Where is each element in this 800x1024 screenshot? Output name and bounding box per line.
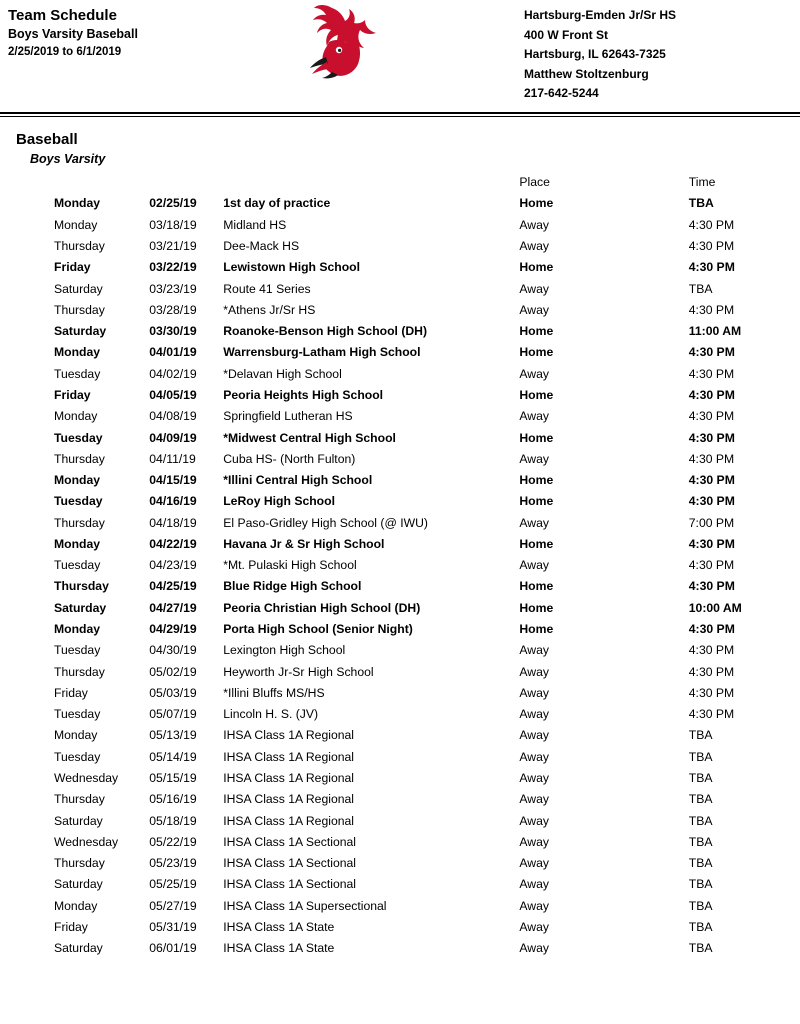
cell-date: 04/23/19 — [149, 558, 197, 573]
cell-date: 03/21/19 — [149, 238, 197, 253]
table-row — [0, 874, 800, 895]
cell-date: 05/13/19 — [149, 728, 197, 743]
cell-day: Thursday — [54, 792, 105, 807]
schedule-table — [0, 172, 800, 959]
cell-day: Tuesday — [54, 643, 101, 658]
cell-date: 04/08/19 — [149, 409, 197, 424]
table-row — [0, 385, 800, 406]
cell-place: Away — [519, 834, 549, 849]
cell-date: 04/01/19 — [149, 345, 197, 360]
sport-title: Baseball — [16, 131, 78, 148]
cell-place: Away — [519, 707, 549, 722]
school-address: 400 W Front St — [524, 27, 609, 42]
cell-event: LeRoy High School — [223, 494, 335, 509]
cell-day: Tuesday — [54, 707, 101, 722]
cell-event: IHSA Class 1A Sectional — [223, 834, 357, 849]
cell-event: IHSA Class 1A Regional — [223, 792, 354, 807]
cell-day: Saturday — [54, 941, 103, 956]
school-name: Hartsburg-Emden Jr/Sr HS — [524, 8, 677, 22]
cell-event: *Illini Bluffs MS/HS — [223, 685, 325, 700]
table-row — [0, 257, 800, 278]
cell-day: Thursday — [54, 515, 105, 530]
schedule-table-body — [0, 193, 800, 959]
cell-date: 05/25/19 — [149, 877, 197, 892]
cell-place: Away — [519, 856, 549, 871]
cell-event: IHSA Class 1A Supersectional — [223, 898, 387, 913]
cell-time: 4:30 PM — [688, 409, 735, 424]
cell-event: IHSA Class 1A Regional — [223, 813, 354, 828]
cell-place: Away — [519, 898, 549, 913]
cell-event: Heyworth Jr-Sr High School — [223, 664, 374, 679]
table-row — [0, 896, 800, 917]
cell-time: 4:30 PM — [688, 260, 735, 275]
cell-time: TBA — [688, 941, 713, 956]
table-row — [0, 938, 800, 959]
cell-date: 04/29/19 — [149, 622, 197, 637]
cell-time: 4:30 PM — [688, 707, 735, 722]
cell-time: 4:30 PM — [688, 302, 735, 317]
school-city-state-zip: Hartsburg, IL 62643-7325 — [524, 47, 666, 61]
table-row — [0, 342, 800, 363]
cell-event: *Illini Central High School — [223, 473, 373, 488]
cell-event: Springfield Lutheran HS — [223, 409, 353, 424]
cell-day: Tuesday — [54, 494, 103, 509]
red-hawk-mascot-logo — [296, 2, 386, 80]
column-header-date — [149, 172, 223, 193]
table-row — [0, 576, 800, 597]
cell-date: 03/22/19 — [149, 260, 197, 275]
cell-date: 05/18/19 — [149, 813, 197, 828]
cell-place: Away — [519, 238, 549, 253]
table-row — [0, 470, 800, 491]
cell-event: Warrensburg-Latham High School — [223, 345, 421, 360]
cell-place: Away — [519, 409, 549, 424]
cell-time: 4:30 PM — [688, 238, 735, 253]
cell-time: 4:30 PM — [688, 217, 735, 232]
cell-day: Friday — [54, 387, 91, 402]
cell-date: 04/15/19 — [149, 473, 197, 488]
cell-time: TBA — [688, 728, 713, 743]
cell-date: 03/23/19 — [149, 281, 197, 296]
cell-day: Monday — [54, 622, 101, 637]
cell-event: Lexington High School — [223, 643, 346, 658]
table-row — [0, 321, 800, 342]
cell-place: Away — [519, 515, 549, 530]
cell-day: Monday — [54, 345, 101, 360]
cell-date: 05/16/19 — [149, 792, 197, 807]
cell-time: 4:30 PM — [688, 685, 735, 700]
table-row — [0, 449, 800, 470]
cell-day: Friday — [54, 919, 88, 934]
table-row — [0, 683, 800, 704]
cell-place: Away — [519, 771, 549, 786]
cell-event: IHSA Class 1A Regional — [223, 728, 354, 743]
cell-time: TBA — [688, 834, 713, 849]
cell-date: 05/14/19 — [149, 749, 197, 764]
cell-place: Home — [519, 536, 554, 551]
cell-time: 4:30 PM — [688, 622, 735, 637]
cell-event: IHSA Class 1A Sectional — [223, 856, 357, 871]
table-row — [0, 853, 800, 874]
date-range: 2/25/2019 to 6/1/2019 — [8, 46, 122, 58]
cell-time: 4:30 PM — [688, 345, 735, 360]
cell-place: Away — [519, 941, 549, 956]
table-row — [0, 513, 800, 534]
cell-date: 05/23/19 — [149, 856, 197, 871]
table-row — [0, 364, 800, 385]
cell-date: 03/30/19 — [149, 324, 197, 339]
cell-place: Away — [519, 643, 549, 658]
cell-place: Away — [519, 749, 549, 764]
cell-event: Dee-Mack HS — [223, 238, 300, 253]
page-header — [0, 0, 800, 120]
cell-place: Away — [519, 281, 549, 296]
cell-event: El Paso-Gridley High School (@ IWU) — [223, 515, 428, 530]
cell-place: Away — [519, 685, 549, 700]
cell-day: Thursday — [54, 451, 105, 466]
header-left-block — [8, 6, 288, 61]
cell-place: Home — [519, 622, 554, 637]
cell-place: Home — [519, 473, 554, 488]
cell-event: Lewistown High School — [223, 260, 361, 275]
table-row — [0, 491, 800, 512]
cell-place: Away — [519, 664, 549, 679]
cell-place: Away — [519, 366, 549, 381]
table-row — [0, 832, 800, 853]
cell-place: Home — [519, 579, 554, 594]
cell-time: TBA — [688, 196, 714, 211]
cell-date: 03/28/19 — [149, 302, 197, 317]
cell-event: *Delavan High School — [223, 366, 342, 381]
cell-day: Thursday — [54, 238, 105, 253]
cell-day: Monday — [54, 409, 98, 424]
table-row — [0, 640, 800, 661]
cell-event: *Midwest Central High School — [223, 430, 396, 445]
cell-day: Monday — [54, 473, 101, 488]
cell-event: Roanoke-Benson High School (DH) — [223, 324, 428, 339]
cell-place: Away — [519, 217, 549, 232]
cell-time: 4:30 PM — [688, 366, 735, 381]
cell-date: 04/09/19 — [149, 430, 197, 445]
cell-time: TBA — [688, 919, 713, 934]
cell-time: 4:30 PM — [688, 473, 735, 488]
cell-time: 4:30 PM — [688, 430, 735, 445]
table-row — [0, 768, 800, 789]
table-row — [0, 406, 800, 427]
cell-place: Home — [519, 430, 554, 445]
cell-event: Peoria Christian High School (DH) — [223, 600, 421, 615]
cell-time: 4:30 PM — [688, 494, 735, 509]
cell-event: 1st day of practice — [223, 196, 331, 211]
contact-phone: 217-642-5244 — [524, 86, 599, 100]
cell-time: 10:00 AM — [688, 600, 742, 615]
cell-day: Wednesday — [54, 771, 119, 786]
cell-event: IHSA Class 1A Regional — [223, 771, 354, 786]
cell-date: 04/27/19 — [149, 600, 197, 615]
header-school-block — [524, 6, 794, 104]
table-row — [0, 427, 800, 448]
cell-time: TBA — [688, 749, 713, 764]
cell-time: 4:30 PM — [688, 558, 735, 573]
column-header-place: Place — [519, 175, 550, 190]
cell-time: 4:30 PM — [688, 536, 735, 551]
cell-event: Lincoln H. S. (JV) — [223, 707, 319, 722]
cell-place: Home — [519, 196, 554, 211]
cell-day: Monday — [54, 536, 101, 551]
cell-date: 05/27/19 — [149, 898, 197, 913]
cell-day: Monday — [54, 898, 98, 913]
cell-event: Porta High School (Senior Night) — [223, 622, 413, 637]
cell-event: *Mt. Pulaski High School — [223, 558, 357, 573]
cell-day: Saturday — [54, 813, 103, 828]
page-title: Team Schedule — [8, 7, 117, 24]
cell-day: Thursday — [54, 856, 105, 871]
cell-day: Thursday — [54, 579, 109, 594]
table-row — [0, 810, 800, 831]
cell-event: *Athens Jr/Sr HS — [223, 302, 316, 317]
cell-time: TBA — [688, 281, 713, 296]
table-row — [0, 704, 800, 725]
cell-place: Home — [519, 600, 554, 615]
cell-time: TBA — [688, 792, 713, 807]
cell-time: TBA — [688, 877, 713, 892]
cell-day: Tuesday — [54, 558, 101, 573]
cell-date: 04/22/19 — [149, 536, 197, 551]
cell-place: Away — [519, 792, 549, 807]
table-row — [0, 661, 800, 682]
cell-date: 04/30/19 — [149, 643, 197, 658]
schedule-table-header — [0, 172, 800, 193]
table-row — [0, 215, 800, 236]
column-header-day — [0, 172, 149, 193]
table-row — [0, 193, 800, 214]
cell-date: 06/01/19 — [149, 941, 197, 956]
cell-event: IHSA Class 1A State — [223, 941, 335, 956]
cell-day: Friday — [54, 685, 88, 700]
contact-name: Matthew Stoltzenburg — [524, 66, 649, 81]
cell-date: 04/18/19 — [149, 515, 197, 530]
cell-day: Thursday — [54, 302, 105, 317]
cell-event: IHSA Class 1A Regional — [223, 749, 354, 764]
cell-day: Tuesday — [54, 749, 101, 764]
cell-date: 05/02/19 — [149, 664, 197, 679]
table-header-row — [0, 172, 800, 193]
cell-place: Away — [519, 302, 549, 317]
cell-date: 03/18/19 — [149, 217, 197, 232]
cell-day: Monday — [54, 728, 98, 743]
table-row — [0, 917, 800, 938]
cell-time: 11:00 AM — [688, 324, 742, 339]
cell-date: 05/03/19 — [149, 685, 197, 700]
cell-place: Away — [519, 728, 549, 743]
cell-place: Home — [519, 324, 554, 339]
cell-day: Thursday — [54, 664, 105, 679]
cell-day: Saturday — [54, 877, 103, 892]
cell-day: Wednesday — [54, 834, 119, 849]
cell-event: Blue Ridge High School — [223, 579, 362, 594]
cell-date: 05/31/19 — [149, 919, 197, 934]
table-row — [0, 555, 800, 576]
cell-place: Away — [519, 558, 549, 573]
cell-place: Away — [519, 877, 549, 892]
cell-time: TBA — [688, 813, 713, 828]
cell-date: 04/02/19 — [149, 366, 197, 381]
cell-date: 04/25/19 — [149, 579, 197, 594]
cell-event: Route 41 Series — [223, 281, 311, 296]
cell-date: 05/07/19 — [149, 707, 197, 722]
cell-date: 04/11/19 — [149, 451, 196, 466]
table-row — [0, 619, 800, 640]
header-divider-secondary — [0, 116, 800, 117]
cell-time: 4:30 PM — [688, 387, 735, 402]
header-divider — [0, 112, 800, 114]
cell-event: IHSA Class 1A Sectional — [223, 877, 357, 892]
team-name: Boys Varsity Baseball — [8, 27, 138, 41]
cell-place: Away — [519, 813, 549, 828]
cell-time: 4:30 PM — [688, 579, 735, 594]
sport-level: Boys Varsity — [30, 152, 106, 166]
cell-time: 4:30 PM — [688, 643, 735, 658]
cell-day: Tuesday — [54, 430, 103, 445]
cell-place: Home — [519, 345, 554, 360]
cell-place: Home — [519, 494, 554, 509]
cell-time: 4:30 PM — [688, 664, 735, 679]
cell-time: 4:30 PM — [688, 451, 735, 466]
cell-event: Havana Jr & Sr High School — [223, 536, 385, 551]
table-row — [0, 300, 800, 321]
cell-event: IHSA Class 1A State — [223, 919, 335, 934]
cell-day: Saturday — [54, 324, 107, 339]
cell-time: 7:00 PM — [688, 515, 735, 530]
cell-time: TBA — [688, 856, 713, 871]
cell-day: Saturday — [54, 281, 103, 296]
cell-date: 05/15/19 — [149, 771, 197, 786]
cell-date: 04/16/19 — [149, 494, 197, 509]
table-row — [0, 534, 800, 555]
table-row — [0, 278, 800, 299]
cell-place: Home — [519, 387, 554, 402]
cell-place: Home — [519, 260, 554, 275]
cell-event: Midland HS — [223, 217, 287, 232]
table-row — [0, 747, 800, 768]
cell-time: TBA — [688, 771, 713, 786]
cell-place: Away — [519, 919, 549, 934]
cell-date: 05/22/19 — [149, 834, 197, 849]
cell-date: 04/05/19 — [149, 387, 197, 402]
cell-day: Tuesday — [54, 366, 101, 381]
cell-day: Friday — [54, 260, 91, 275]
column-header-time: Time — [688, 175, 716, 190]
cell-day: Monday — [54, 196, 101, 211]
cell-day: Saturday — [54, 600, 107, 615]
cell-time: TBA — [688, 898, 713, 913]
cell-date: 02/25/19 — [149, 196, 197, 211]
table-row — [0, 789, 800, 810]
column-header-event — [223, 172, 519, 193]
cell-event: Cuba HS- (North Fulton) — [223, 451, 356, 466]
table-row — [0, 725, 800, 746]
table-row — [0, 598, 800, 619]
cell-day: Monday — [54, 217, 98, 232]
cell-place: Away — [519, 451, 549, 466]
cell-event: Peoria Heights High School — [223, 387, 384, 402]
table-row — [0, 236, 800, 257]
